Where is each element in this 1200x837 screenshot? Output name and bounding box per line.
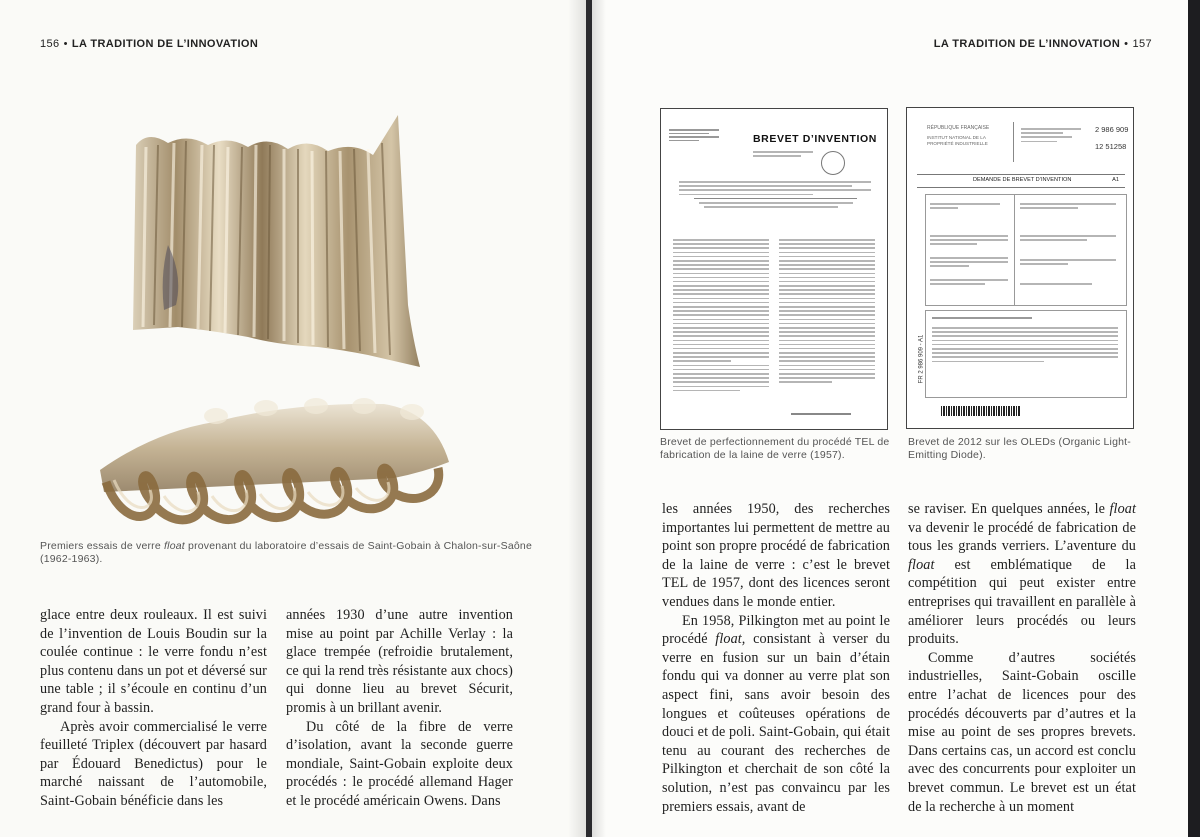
doc-meta-lines (753, 151, 813, 159)
text-column-4 (908, 500, 1136, 816)
doc2-caption: Brevet de 2012 sur les OLEDs (Organic Light-Emitting Diode). (908, 436, 1131, 461)
paragraph-italic: float, (715, 631, 746, 648)
glass-photo-caption (40, 540, 545, 566)
running-head-left (40, 38, 258, 50)
text-column-3 (662, 500, 890, 816)
doc2-title: DEMANDE DE BREVET D’INVENTION (973, 177, 1072, 183)
book-edge (1188, 0, 1200, 837)
gutter-shadow (568, 0, 586, 837)
paragraph-italic: float (908, 556, 935, 573)
text-column-1 (40, 606, 267, 811)
paragraph-text: va devenir le procédé de fabrication de tous les grands verriers. L’aventure du (908, 519, 1136, 555)
paragraph-text: se raviser. En quelques années, le (908, 501, 1110, 517)
doc2-barcode (941, 406, 1021, 416)
caption-text: Premiers essais de verre (40, 540, 165, 552)
paragraph: Du côté de la fibre de verre d’isolation, avant la seconde guerre mondiale, Saint-Gobain exploite deux procédés : le procédé allemand Hager et le procédé américain Owens. Dans (286, 718, 513, 809)
patent-document-2012 (906, 107, 1134, 429)
left-page (0, 0, 586, 837)
doc-intro-lines (679, 181, 871, 210)
text-column-2 (286, 606, 513, 811)
doc2-kind: A1 (1112, 177, 1119, 183)
doc1-caption: Brevet de perfectionnement du procédé TEL de fabrication de la laine de verre (1957). (660, 436, 890, 461)
page-number: 156 (40, 38, 60, 50)
doc2-abstract-box (925, 310, 1127, 398)
paragraph-text: consistant à verser du verre en fusion sur un bain d’étain fondu qui va donner au verre plat son aspect fini, sans avoir besoin des longues et coûteuses opérations de douci et de poli. Saint-Gobain, qui était tenu au courant des recherches de Pilkington et cherchait de son côté la solution, n’est pas convaincu par les premiers essais, avant de (662, 631, 891, 815)
paragraph-text: est emblématique de la compétition qui peut exister entre entreprises qui travaillent en parallèle à améliorer leurs procédés ou leurs produits. (908, 556, 1136, 648)
paragraph-italic: float (1109, 501, 1136, 517)
doc2-fields-box (925, 194, 1127, 306)
running-title: LA TRADITION DE L’INNOVATION (933, 38, 1121, 50)
doc-title: BREVET D’INVENTION (753, 133, 877, 145)
doc-price-line (791, 413, 851, 417)
paragraph: années 1930 d’une autre invention mise au point par Achille Verlay : la glace trempée (refroidie brutalement, ce qui la rend très résistante aux chocs) qui donne lieu au brevet Sécurit, promis à un brillant avenir. (286, 607, 513, 716)
caption-italic: float (164, 540, 185, 552)
doc2-divider (1013, 122, 1014, 162)
doc2-title-bar (917, 174, 1125, 188)
corrugated-glass-photo (128, 105, 428, 375)
paragraph (662, 612, 890, 817)
patent-document-1957 (660, 108, 888, 430)
running-head-right (934, 38, 1152, 50)
paragraph-text: En 1958, Pilkington met au point le procédé (662, 612, 890, 648)
caption-text-end: provenant du laboratoire d’essais de Saint-Gobain à Chalon-sur-Saône (1962-1963). (40, 540, 532, 565)
page-number: 157 (1132, 38, 1152, 50)
doc-body-right (779, 239, 875, 386)
doc-header-ministry (669, 127, 719, 143)
doc2-republic: RÉPUBLIQUE FRANÇAISE (927, 125, 990, 131)
doc-seal (821, 151, 845, 175)
separator-dot: • (1124, 38, 1129, 50)
looped-glass-photo (94, 392, 454, 532)
paragraph: les années 1950, des recherches importantes lui permettent de mettre au point son propre procédé de fabrication de la laine de verre : c’est le brevet TEL de 1957, dont des licences seront vendues dans le monde entier. (662, 501, 890, 610)
doc2-pub-number: 2 986 909 (1095, 125, 1129, 134)
paragraph (908, 500, 1136, 649)
paragraph: Après avoir commercialisé le verre feuilleté Triplex (découvert par hasard par Édouard Benedictus) pour le marché naissant de l’automobile, Saint-Gobain bénéficie dans les (40, 718, 267, 809)
doc2-side-code: FR 2 986 909 - A1 (918, 334, 925, 384)
doc2-reg-number: 12 51258 (1095, 142, 1127, 151)
gutter-shadow (592, 0, 606, 837)
separator-dot: • (63, 38, 68, 50)
doc2-meta-lines (1021, 128, 1081, 145)
doc-body-left (673, 239, 769, 394)
running-title: LA TRADITION DE L’INNOVATION (71, 38, 259, 50)
doc2-org: INSTITUT NATIONAL DE LA PROPRIÉTÉ INDUSTRIELLE (927, 135, 988, 146)
paragraph: Comme d’autres sociétés industrielles, Saint-Gobain oscille entre l’achat de licences pour des procédés découverts par d’autres et la mise au point de ses propres brevets. Dans certains cas, un accord est conclu avec des concurrents pour exploiter un brevet commun. Le brevet est un état de la recherche à un moment (908, 649, 1136, 815)
right-page (592, 0, 1188, 837)
paragraph: glace entre deux rouleaux. Il est suivi de l’invention de Louis Boudin sur la coulée continue : le verre fondu n’est plus contenu dans un pot et déversé sur une table ; il s’écoule en continu d’un grand four à bassin. (40, 607, 267, 716)
